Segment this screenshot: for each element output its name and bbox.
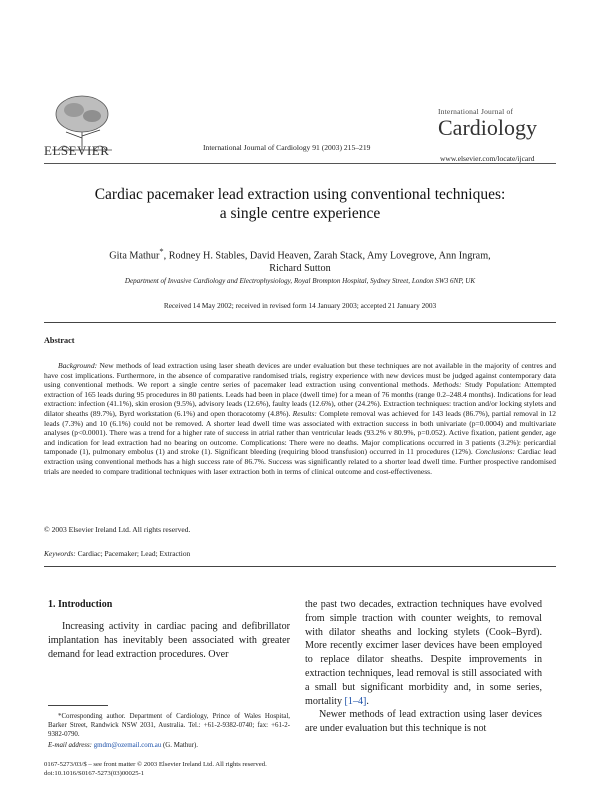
journal-badge-subtitle: International Journal of xyxy=(438,107,514,116)
abstract-heading: Abstract xyxy=(44,336,75,345)
intro-right-column xyxy=(305,598,542,736)
journal-citation: International Journal of Cardiology 91 (2003) 215–219 xyxy=(203,143,371,152)
title-line-1: Cardiac pacemaker lead extraction using conventional techniques: xyxy=(94,186,506,203)
email-suffix: (G. Mathur). xyxy=(161,742,199,749)
keywords-value: Cardiac; Pacemaker; Lead; Extraction xyxy=(75,549,191,558)
corresponding-author-footnote: *Corresponding author. Department of Cardiology, Prince of Wales Hospital, Barker Street, Randwick NSW 2031, Australia. Tel.: +61-2-9382-0740; fax: +61-2-9382-0790. xyxy=(48,713,290,738)
abstract-label-conclusions: Conclusions: xyxy=(475,447,516,457)
author-list xyxy=(60,245,540,275)
publisher-name: ELSEVIER xyxy=(44,143,110,158)
title-line-2: a single centre experience xyxy=(219,205,381,222)
abstract-background: New methods of lead extraction using laser sheath devices are under evaluation but these techniques are not available in the majority of centres and have cost implications. Furthermore, in the absence of comparative randomised trials, registry experience with new devices must be judged against contemporary data using conventional methods. We report a single centre series of pacemaker lead extraction using conventional methods. xyxy=(44,361,556,390)
keywords xyxy=(44,549,556,558)
section-heading-introduction: 1. Introduction xyxy=(48,599,113,610)
email-line xyxy=(48,742,290,749)
abstract-methods: Study Population: Attempted extraction of 165 leads during 95 procedures in 80 patients. Leads had been in place (dwell time) for a mean of 76 months (range 0.2–248.4 months). Indications for lead extraction: infection (41.1%), skin erosion (9.5%), advisory leads (12.6%), faulty leads (12.6%), other (24.2%). Extraction techniques: traction and/or locking stylets and dilator sheaths (89.7%), Byrd workstation (6.1%) and open thoracotomy (4.8%). xyxy=(44,380,556,418)
abstract-text xyxy=(44,361,556,476)
email-link[interactable]: gmdm@ozemail.com.au xyxy=(93,742,162,749)
abstract-top-divider xyxy=(44,322,556,323)
imprint-issn: 0167-5273/03/$ – see front matter © 2003 Elsevier Ireland Ltd. All rights reserved. xyxy=(44,761,267,768)
journal-url-link[interactable]: www.elsevier.com/locate/ijcard xyxy=(440,154,535,163)
imprint xyxy=(44,760,267,778)
imprint-doi: doi:10.1016/S0167-5273(03)00025-1 xyxy=(44,770,145,777)
abstract-results: Complete removal was achieved for 143 leads (86.7%), partial removal in 12 leads (7.3%) and 10 (6.1%) could not be removed. A shorter lead dwell time was associated with extraction success in both univariate (p=0.0004) and multivariate analyses (p<0.0001). There was a trend for a higher rate of success in atrial rather than ventricular leads (93.2% v 80.9%, p=0.052). Active fixation, patient gender, age and indication for lead extraction had no bearing on outcome. Complications: There were no deaths. Major complications occurred in 3 patients (3.2%): pericardial tamponade (1), pulmonary embolus (1) and stroke (1). Significant bleeding (requiring blood transfusion) occurred in 11 procedures (12%). xyxy=(44,408,556,457)
affiliation: Department of Invasive Cardiology and Electrophysiology, Royal Brompton Hospital, Sydney Street, London SW3 6NP, UK xyxy=(124,277,476,285)
email-label: E-mail address: xyxy=(48,742,92,749)
journal-badge xyxy=(438,107,558,139)
abstract-conclusions: Cardiac lead extraction using conventional methods has a high success rate of 86.7%. Success was significantly related to a shorter lead dwell time. Further prospective randomised trials are needed to compare traditional techniques with laser extraction both in terms of clinical outcome and cost-effectiveness. xyxy=(44,447,556,476)
corresponding-author-mark: * xyxy=(159,246,164,256)
abstract-copyright: © 2003 Elsevier Ireland Ltd. All rights reserved. xyxy=(44,525,191,534)
keywords-label: Keywords: xyxy=(44,549,76,558)
received-dates: Received 14 May 2002; received in revised form 14 January 2003; accepted 21 January 2003 xyxy=(163,301,437,310)
intro-right-text-1-end: . xyxy=(366,695,369,707)
article-title xyxy=(44,185,556,223)
intro-right-paragraph-2: Newer methods of lead extraction using laser devices are under evaluation but this technique is not xyxy=(305,709,542,735)
intro-right-text-1: the past two decades, extraction techniques have evolved from simple traction with counter weights, to removal with dilator sheaths and locking stylets (Cook–Byrd). More recently excimer laser devices have been employed to replace dilator sheaths. Despite improvements in extraction techniques, lead removal is still associated with a small but significant morbidity and, in some series, mortality xyxy=(305,599,542,707)
authors-line-2: Richard Sutton xyxy=(269,263,331,275)
header-divider xyxy=(44,163,556,164)
footnote-divider xyxy=(48,705,108,706)
journal-badge-name: Cardiology xyxy=(438,115,537,140)
abstract-label-results: Results: xyxy=(292,408,317,418)
intro-left-paragraph: Increasing activity in cardiac pacing and defibrillator implantation has inevitably been associated with greater demand for lead extraction procedures. Over xyxy=(48,621,290,660)
abstract-bottom-divider xyxy=(44,566,556,567)
abstract-label-methods: Methods: xyxy=(432,380,462,390)
citation-link-1-4[interactable]: [1–4] xyxy=(344,695,367,707)
corresponding-author-link[interactable]: Gita Mathur xyxy=(109,250,160,262)
intro-right-paragraph-1 xyxy=(305,598,542,708)
abstract-label-background: Background: xyxy=(58,361,98,370)
authors-line-1: , Rodney H. Stables, David Heaven, Zarah Stack, Amy Lovegrove, Ann Ingram, xyxy=(163,250,491,262)
